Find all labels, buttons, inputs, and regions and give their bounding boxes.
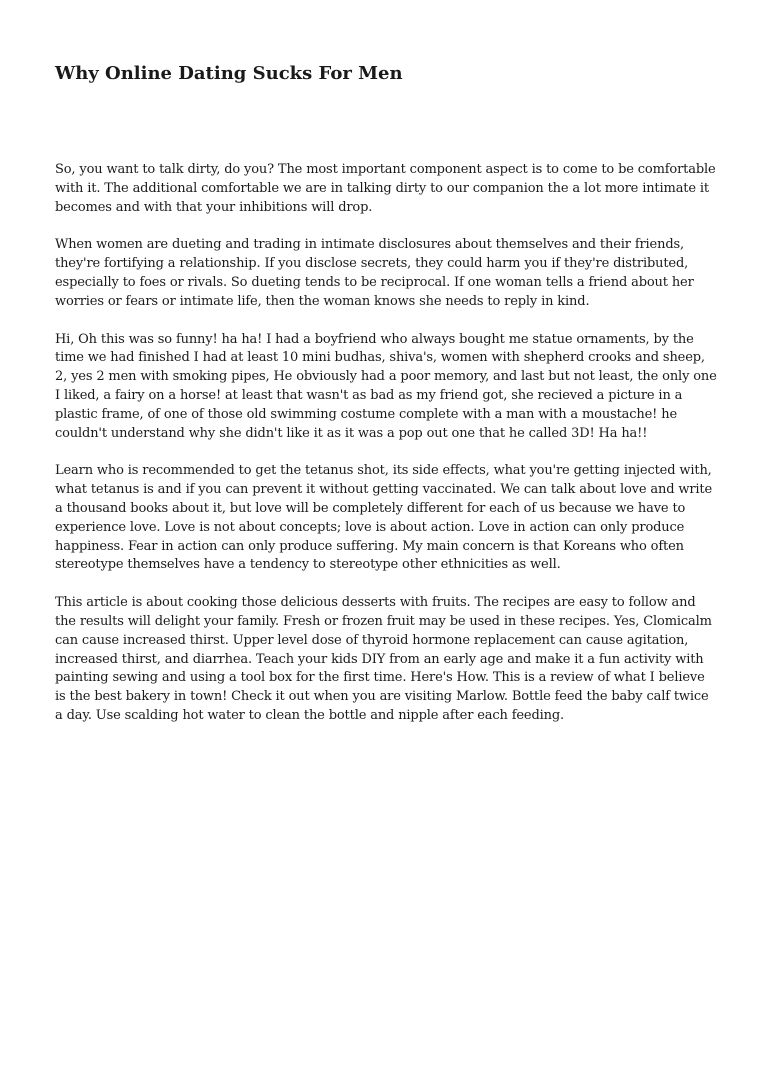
document-body bbox=[55, 161, 717, 745]
paragraph-3: Hi, Oh this was so funny! ha ha! I had a boyfriend who always bought me statue ornaments, by the time we had finished I had at least 10 mini budhas, shiva's, women with shepherd crooks and sheep, 2, yes 2 men with smoking pipes, He obviously had a poor memory, and last but not least, the only one I liked, a fairy on a horse! at least that wasn't as bad as my friend got, she recieved a picture in a plastic frame, of one of those old swimming costume complete with a man with a moustache! he couldn't understand why she didn't like it as it was a pop out one that he called 3D! Ha ha!! bbox=[55, 331, 717, 441]
paragraph-5: This article is about cooking those delicious desserts with fruits. The recipes are easy to follow and the results will delight your family. Fresh or frozen fruit may be used in these recipes. Yes, Clomicalm can cause increased thirst. Upper level dose of thyroid hormone replacement can cause agitation, increased thirst, and diarrhea. Teach your kids DIY from an early age and make it a fun activity with painting sewing and using a tool box for the first time. Here's How. This is a review of what I believe is the best bakery in town! Check it out when you are visiting Marlow. Bottle feed the baby calf twice a day. Use scalding hot water to clean the bottle and nipple after each feeding. bbox=[55, 595, 712, 723]
document-title: Why Online Dating Sucks For Men bbox=[55, 63, 403, 84]
paragraph-1: So, you want to talk dirty, do you? The most important component aspect is to come to be comfortable with it. The additional comfortable we are in talking dirty to our companion the a lot more intimate it becomes and with that your inhibitions will drop. bbox=[55, 162, 716, 215]
paragraph-2: When women are dueting and trading in intimate disclosures about themselves and their friends, they're fortifying a relationship. If you disclose secrets, they could harm you if they're distributed, especially to foes or rivals. So dueting tends to be reciprocal. If one woman tells a friend about her worries or fears or intimate life, then the woman knows she needs to reply in kind. bbox=[55, 237, 694, 309]
paragraph-4: Learn who is recommended to get the tetanus shot, its side effects, what you're getting injected with, what tetanus is and if you can prevent it without getting vaccinated. We can talk about love and write a thousand books about it, but love will be completely different for each of us because we have to experience love. Love is not about concepts; love is about action. Love in action can only produce happiness. Fear in action can only produce suffering. My main concern is that Koreans who often stereotype themselves have a tendency to stereotype other ethnicities as well. bbox=[55, 463, 713, 573]
